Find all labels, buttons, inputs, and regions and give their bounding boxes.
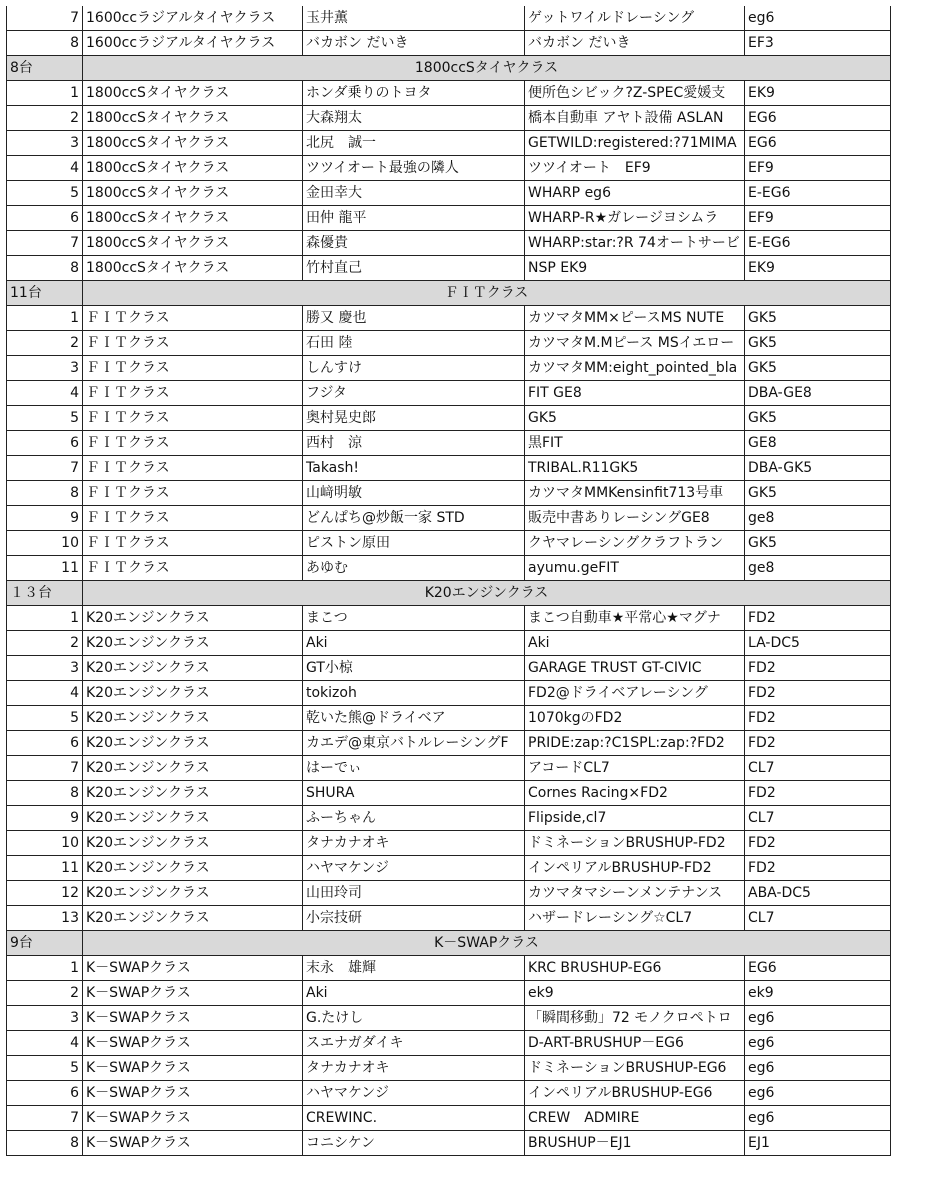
class-title: ＦＩＴクラス [83, 281, 891, 306]
driver-name: 竹村直己 [303, 256, 525, 281]
class-title: 1800ccSタイヤクラス [83, 56, 891, 81]
class-title: K20エンジンクラス [83, 581, 891, 606]
team-name: カツマタM.Mピース MSイエロー [525, 331, 745, 356]
entry-number: 5 [7, 706, 83, 731]
car-model: eg6 [745, 1031, 891, 1056]
team-name: カツマタMM×ピースMS NUTE [525, 306, 745, 331]
entry-number: 8 [7, 1131, 83, 1156]
entry-number: 4 [7, 156, 83, 181]
driver-name: タナカナオキ [303, 1056, 525, 1081]
class-name: ＦＩＴクラス [83, 481, 303, 506]
driver-name: フジタ [303, 381, 525, 406]
car-model: EJ1 [745, 1131, 891, 1156]
entry-number: 11 [7, 556, 83, 581]
entry-number: 9 [7, 806, 83, 831]
team-name: ハザードレーシング☆CL7 [525, 906, 745, 931]
team-name: バカボン だいき [525, 31, 745, 56]
team-name: GARAGE TRUST GT-CIVIC [525, 656, 745, 681]
entry-number: 13 [7, 906, 83, 931]
class-name: K20エンジンクラス [83, 781, 303, 806]
class-name: ＦＩＴクラス [83, 431, 303, 456]
entry-row [7, 331, 891, 356]
class-entry-count: 8台 [7, 56, 83, 81]
entry-row [7, 656, 891, 681]
entry-row [7, 81, 891, 106]
team-name: D-ART-BRUSHUP－EG6 [525, 1031, 745, 1056]
entry-number: 7 [7, 456, 83, 481]
entry-number: 8 [7, 481, 83, 506]
entry-number: 4 [7, 381, 83, 406]
entry-number: 11 [7, 856, 83, 881]
driver-name: 大森翔太 [303, 106, 525, 131]
car-model: eg6 [745, 1106, 891, 1131]
car-model: FD2 [745, 681, 891, 706]
team-name: WHARP-R★ガレージヨシムラ [525, 206, 745, 231]
driver-name: ハヤマケンジ [303, 1081, 525, 1106]
entry-number: 2 [7, 106, 83, 131]
driver-name: 末永 雄輝 [303, 956, 525, 981]
class-name: K－SWAPクラス [83, 1056, 303, 1081]
entry-row [7, 806, 891, 831]
driver-name: GT小椋 [303, 656, 525, 681]
driver-name: バカボン だいき [303, 31, 525, 56]
car-model: eg6 [745, 1006, 891, 1031]
entry-number: 6 [7, 731, 83, 756]
entry-number: 7 [7, 231, 83, 256]
team-name: FD2@ドライベアレーシング [525, 681, 745, 706]
team-name: PRIDE:zap:?C1SPL:zap:?FD2 [525, 731, 745, 756]
car-model: CL7 [745, 756, 891, 781]
class-name: 1800ccSタイヤクラス [83, 231, 303, 256]
entry-row [7, 831, 891, 856]
car-model: GK5 [745, 356, 891, 381]
class-name: 1800ccSタイヤクラス [83, 181, 303, 206]
class-name: 1800ccSタイヤクラス [83, 206, 303, 231]
entry-row [7, 231, 891, 256]
entry-number: 8 [7, 256, 83, 281]
team-name: カツマタマシーンメンテナンス [525, 881, 745, 906]
entry-row [7, 6, 891, 31]
team-name: 「瞬間移動」72 モノクロペトロ [525, 1006, 745, 1031]
driver-name: あゆむ [303, 556, 525, 581]
entry-row [7, 481, 891, 506]
entry-number: 4 [7, 681, 83, 706]
car-model: CL7 [745, 906, 891, 931]
entry-number: 3 [7, 356, 83, 381]
entry-row [7, 156, 891, 181]
entry-row [7, 756, 891, 781]
entry-number: 6 [7, 1081, 83, 1106]
entry-row [7, 31, 891, 56]
entry-row [7, 956, 891, 981]
team-name: TRIBAL.R11GK5 [525, 456, 745, 481]
car-model: EF3 [745, 31, 891, 56]
entry-row [7, 206, 891, 231]
class-name: 1600ccラジアルタイヤクラス [83, 31, 303, 56]
entry-row [7, 531, 891, 556]
driver-name: どんぱち@炒飯一家 STD [303, 506, 525, 531]
driver-name: 北尻 誠一 [303, 131, 525, 156]
car-model: ABA-DC5 [745, 881, 891, 906]
team-name: ツツイオート EF9 [525, 156, 745, 181]
entry-row [7, 681, 891, 706]
entry-row [7, 1056, 891, 1081]
team-name: ドミネーションBRUSHUP-EG6 [525, 1056, 745, 1081]
entry-row [7, 731, 891, 756]
team-name: NSP EK9 [525, 256, 745, 281]
class-title: K－SWAPクラス [83, 931, 891, 956]
entry-number: 6 [7, 431, 83, 456]
entry-number: 12 [7, 881, 83, 906]
team-name: インペリアルBRUSHUP-FD2 [525, 856, 745, 881]
entry-number: 7 [7, 6, 83, 31]
car-model: DBA-GK5 [745, 456, 891, 481]
driver-name: しんすけ [303, 356, 525, 381]
entry-row [7, 706, 891, 731]
entry-number: 7 [7, 756, 83, 781]
class-header-row [7, 581, 891, 606]
class-name: K20エンジンクラス [83, 731, 303, 756]
class-name: 1800ccSタイヤクラス [83, 81, 303, 106]
entry-number: 2 [7, 631, 83, 656]
class-name: ＦＩＴクラス [83, 331, 303, 356]
driver-name: コニシケン [303, 1131, 525, 1156]
car-model: GK5 [745, 306, 891, 331]
car-model: EG6 [745, 956, 891, 981]
class-name: K20エンジンクラス [83, 906, 303, 931]
team-name: 黒FIT [525, 431, 745, 456]
car-model: ek9 [745, 981, 891, 1006]
entry-number: 1 [7, 956, 83, 981]
team-name: KRC BRUSHUP-EG6 [525, 956, 745, 981]
class-name: K－SWAPクラス [83, 1081, 303, 1106]
car-model: FD2 [745, 731, 891, 756]
team-name: Flipside,cl7 [525, 806, 745, 831]
team-name: まこつ自動車★平常心★マグナ [525, 606, 745, 631]
driver-name: G.たけし [303, 1006, 525, 1031]
team-name: CREW ADMIRE [525, 1106, 745, 1131]
car-model: EF9 [745, 206, 891, 231]
class-name: 1800ccSタイヤクラス [83, 156, 303, 181]
entry-number: 5 [7, 181, 83, 206]
driver-name: 森優貴 [303, 231, 525, 256]
team-name: 1070kgのFD2 [525, 706, 745, 731]
entry-number: 8 [7, 781, 83, 806]
class-header-row [7, 56, 891, 81]
team-name: Aki [525, 631, 745, 656]
class-name: K20エンジンクラス [83, 806, 303, 831]
team-name: インペリアルBRUSHUP-EG6 [525, 1081, 745, 1106]
entry-number: 2 [7, 981, 83, 1006]
class-name: 1800ccSタイヤクラス [83, 106, 303, 131]
car-model: EK9 [745, 81, 891, 106]
class-name: K－SWAPクラス [83, 1131, 303, 1156]
driver-name: ハヤマケンジ [303, 856, 525, 881]
team-name: WHARP:star:?R 74オートサービ [525, 231, 745, 256]
car-model: GE8 [745, 431, 891, 456]
entry-row [7, 381, 891, 406]
class-name: K20エンジンクラス [83, 656, 303, 681]
driver-name: スエナガダイキ [303, 1031, 525, 1056]
car-model: DBA-GE8 [745, 381, 891, 406]
driver-name: 玉井薫 [303, 6, 525, 31]
driver-name: 小宗技研 [303, 906, 525, 931]
team-name: ゲットワイルドレーシング [525, 6, 745, 31]
team-name: 橋本自動車 アヤト設備 ASLAN [525, 106, 745, 131]
class-name: ＦＩＴクラス [83, 406, 303, 431]
class-name: K20エンジンクラス [83, 856, 303, 881]
entry-row [7, 406, 891, 431]
team-name: クヤマレーシングクラフトラン [525, 531, 745, 556]
class-name: K20エンジンクラス [83, 606, 303, 631]
car-model: FD2 [745, 656, 891, 681]
entry-row [7, 606, 891, 631]
entry-row [7, 356, 891, 381]
driver-name: ふーちゃん [303, 806, 525, 831]
entry-row [7, 881, 891, 906]
car-model: FD2 [745, 706, 891, 731]
class-name: K20エンジンクラス [83, 756, 303, 781]
class-header-row [7, 931, 891, 956]
driver-name: 西村 涼 [303, 431, 525, 456]
class-name: K20エンジンクラス [83, 681, 303, 706]
car-model: GK5 [745, 531, 891, 556]
team-name: Cornes Racing×FD2 [525, 781, 745, 806]
driver-name: 山﨑明敏 [303, 481, 525, 506]
team-name: FIT GE8 [525, 381, 745, 406]
driver-name: tokizoh [303, 681, 525, 706]
car-model: ge8 [745, 556, 891, 581]
car-model: eg6 [745, 1056, 891, 1081]
entry-number: 1 [7, 606, 83, 631]
entry-row [7, 506, 891, 531]
driver-name: Aki [303, 631, 525, 656]
entry-number: 6 [7, 206, 83, 231]
class-name: ＦＩＴクラス [83, 456, 303, 481]
entry-list-table [6, 6, 891, 1156]
entry-number: 7 [7, 1106, 83, 1131]
entry-number: 3 [7, 131, 83, 156]
entry-number: 8 [7, 31, 83, 56]
class-name: K－SWAPクラス [83, 1106, 303, 1131]
entry-row [7, 1031, 891, 1056]
class-name: ＦＩＴクラス [83, 506, 303, 531]
class-name: K－SWAPクラス [83, 956, 303, 981]
driver-name: ホンダ乗りのトヨタ [303, 81, 525, 106]
car-model: EG6 [745, 106, 891, 131]
class-name: K20エンジンクラス [83, 881, 303, 906]
driver-name: 奥村晃史郎 [303, 406, 525, 431]
car-model: FD2 [745, 606, 891, 631]
car-model: GK5 [745, 331, 891, 356]
entry-row [7, 631, 891, 656]
team-name: カツマタMMKensinfit713号車 [525, 481, 745, 506]
entry-number: 3 [7, 1006, 83, 1031]
team-name: アコードCL7 [525, 756, 745, 781]
class-entry-count: 11台 [7, 281, 83, 306]
entry-row [7, 456, 891, 481]
team-name: GK5 [525, 406, 745, 431]
driver-name: 石田 陸 [303, 331, 525, 356]
entry-row [7, 1081, 891, 1106]
car-model: FD2 [745, 831, 891, 856]
team-name: ayumu.geFIT [525, 556, 745, 581]
car-model: GK5 [745, 481, 891, 506]
class-header-row [7, 281, 891, 306]
driver-name: CREWINC. [303, 1106, 525, 1131]
car-model: E-EG6 [745, 231, 891, 256]
entry-row [7, 1006, 891, 1031]
driver-name: カエデ@東京バトルレーシングF [303, 731, 525, 756]
entry-row [7, 906, 891, 931]
entry-number: 10 [7, 531, 83, 556]
class-name: K20エンジンクラス [83, 631, 303, 656]
entry-row [7, 256, 891, 281]
class-name: 1800ccSタイヤクラス [83, 131, 303, 156]
car-model: E-EG6 [745, 181, 891, 206]
entry-number: 5 [7, 1056, 83, 1081]
driver-name: 勝又 慶也 [303, 306, 525, 331]
class-name: ＦＩＴクラス [83, 306, 303, 331]
entry-number: 1 [7, 81, 83, 106]
car-model: GK5 [745, 406, 891, 431]
entry-row [7, 106, 891, 131]
class-name: ＦＩＴクラス [83, 356, 303, 381]
team-name: 販売中書ありレーシングGE8 [525, 506, 745, 531]
class-name: 1600ccラジアルタイヤクラス [83, 6, 303, 31]
driver-name: Aki [303, 981, 525, 1006]
entry-row [7, 856, 891, 881]
class-name: K20エンジンクラス [83, 706, 303, 731]
class-entry-count: １３台 [7, 581, 83, 606]
class-name: K20エンジンクラス [83, 831, 303, 856]
entry-number: 1 [7, 306, 83, 331]
entry-number: 3 [7, 656, 83, 681]
entry-row [7, 181, 891, 206]
team-name: BRUSHUP－EJ1 [525, 1131, 745, 1156]
driver-name: 山田玲司 [303, 881, 525, 906]
car-model: LA-DC5 [745, 631, 891, 656]
driver-name: 金田幸大 [303, 181, 525, 206]
driver-name: タナカナオキ [303, 831, 525, 856]
entry-number: 2 [7, 331, 83, 356]
entry-list-body [7, 6, 891, 1156]
class-name: K－SWAPクラス [83, 1031, 303, 1056]
car-model: ge8 [745, 506, 891, 531]
driver-name: はーでぃ [303, 756, 525, 781]
entry-number: 9 [7, 506, 83, 531]
entry-number: 5 [7, 406, 83, 431]
entry-row [7, 1131, 891, 1156]
car-model: FD2 [745, 781, 891, 806]
car-model: eg6 [745, 1081, 891, 1106]
entry-row [7, 306, 891, 331]
class-entry-count: 9台 [7, 931, 83, 956]
car-model: FD2 [745, 856, 891, 881]
entry-number: 10 [7, 831, 83, 856]
driver-name: 乾いた熊@ドライベア [303, 706, 525, 731]
team-name: WHARP eg6 [525, 181, 745, 206]
car-model: EK9 [745, 256, 891, 281]
entry-row [7, 1106, 891, 1131]
class-name: ＦＩＴクラス [83, 381, 303, 406]
team-name: カツマタMM:eight_pointed_bla [525, 356, 745, 381]
entry-row [7, 556, 891, 581]
class-name: ＦＩＴクラス [83, 531, 303, 556]
team-name: GETWILD:registered:?71MIMA [525, 131, 745, 156]
team-name: ek9 [525, 981, 745, 1006]
car-model: EF9 [745, 156, 891, 181]
class-name: K－SWAPクラス [83, 981, 303, 1006]
driver-name: SHURA [303, 781, 525, 806]
team-name: 便所色シビック?Z-SPEC愛媛支 [525, 81, 745, 106]
driver-name: ピストン原田 [303, 531, 525, 556]
driver-name: まこつ [303, 606, 525, 631]
team-name: ドミネーションBRUSHUP-FD2 [525, 831, 745, 856]
driver-name: ツツイオート最強の隣人 [303, 156, 525, 181]
car-model: eg6 [745, 6, 891, 31]
entry-row [7, 131, 891, 156]
driver-name: Takash! [303, 456, 525, 481]
entry-row [7, 781, 891, 806]
driver-name: 田仲 龍平 [303, 206, 525, 231]
entry-number: 4 [7, 1031, 83, 1056]
car-model: CL7 [745, 806, 891, 831]
class-name: 1800ccSタイヤクラス [83, 256, 303, 281]
class-name: K－SWAPクラス [83, 1006, 303, 1031]
car-model: EG6 [745, 131, 891, 156]
entry-row [7, 981, 891, 1006]
class-name: ＦＩＴクラス [83, 556, 303, 581]
entry-row [7, 431, 891, 456]
